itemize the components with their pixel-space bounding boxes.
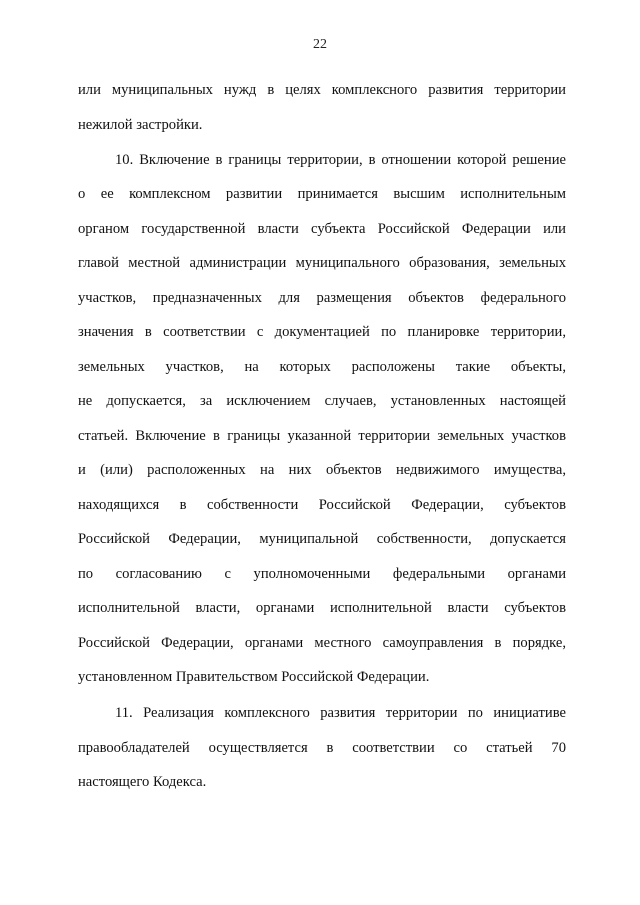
text-line: нежилой застройки.: [78, 117, 203, 133]
text-line: органом государственной власти субъекта Российской Федерации или: [78, 221, 566, 237]
text-line: и (или) расположенных на них объектов недвижимого имущества,: [78, 462, 566, 478]
text-line: или муниципальных нужд в целях комплексного развития территории: [78, 82, 566, 98]
text-line: настоящего Кодекса.: [78, 774, 207, 790]
text-line: по согласованию с уполномоченными федеральными органами: [78, 566, 566, 582]
text-line: Российской Федерации, органами местного самоуправления в порядке,: [78, 635, 566, 651]
text-line: правообладателей осуществляется в соответствии со статьей 70: [78, 740, 566, 756]
text-line: о ее комплексном развитии принимается высшим исполнительным: [78, 186, 566, 202]
page-number: 22: [313, 37, 327, 52]
text-line: участков, предназначенных для размещения объектов федерального: [78, 290, 566, 306]
text-line: земельных участков, на которых расположены такие объекты,: [78, 359, 566, 375]
text-line: главой местной администрации муниципального образования, земельных: [78, 255, 566, 271]
text-line: статьей. Включение в границы указанной территории земельных участков: [78, 428, 566, 444]
text-line: исполнительной власти, органами исполнительной власти субъектов: [78, 600, 566, 616]
paragraph-10-first-line: 10. Включение в границы территории, в отношении которой решение: [115, 152, 566, 168]
text-line: значения в соответствии с документацией по планировке территории,: [78, 324, 566, 340]
text-line: установленном Правительством Российской Федерации.: [78, 669, 430, 685]
text-line: находящихся в собственности Российской Федерации, субъектов: [78, 497, 566, 513]
text-line: не допускается, за исключением случаев, установленных настоящей: [78, 393, 566, 409]
text-line: Российской Федерации, муниципальной собственности, допускается: [78, 531, 566, 547]
paragraph-11-first-line: 11. Реализация комплексного развития территории по инициативе: [115, 705, 566, 721]
